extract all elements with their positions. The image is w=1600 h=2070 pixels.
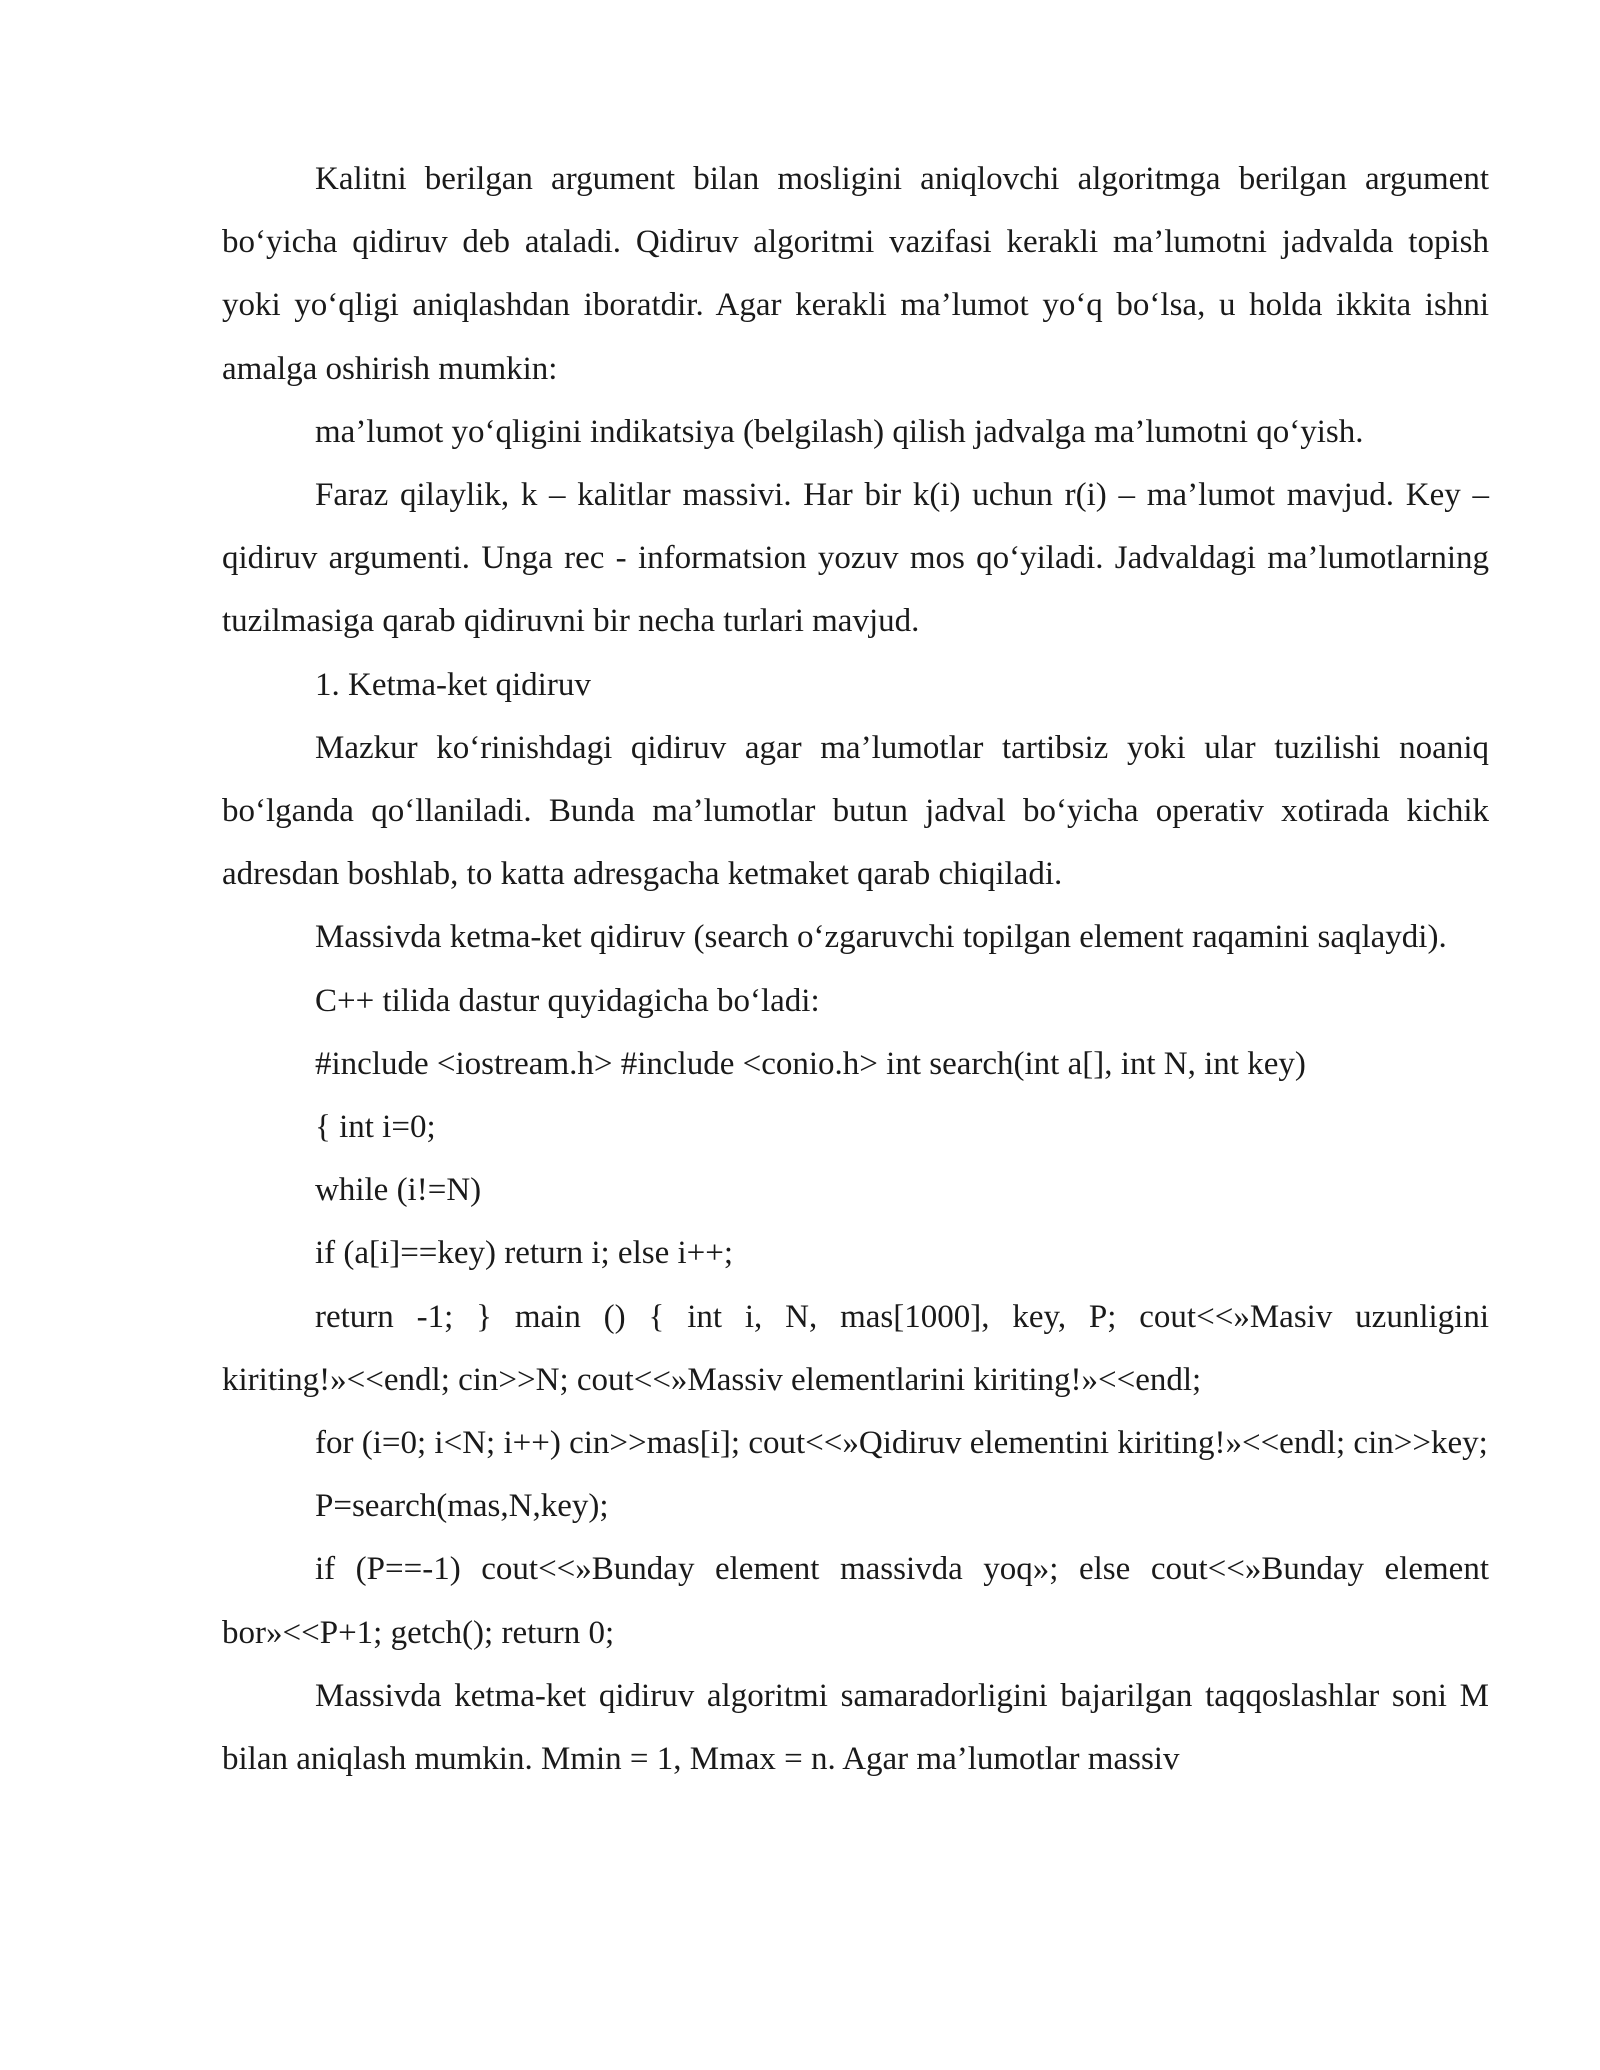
code-line-while: while (i!=N) — [315, 1172, 482, 1209]
code-line-if: if (a[i]==key) return i; else i++; — [315, 1235, 734, 1272]
code-block-result-check: if (P==-1) cout<<»Bunday element massivda yoq»; else cout<<»Bunday element bor»<<P+1; getch(); return 0; — [222, 1551, 1489, 1651]
code-line-includes: #include <iostream.h> #include <conio.h> int search(int a[], int N, int key) — [315, 1045, 1306, 1082]
paragraph-array-search: Massivda ketma-ket qidiruv (search o‘zgaruvchi topilgan element raqamini saqlaydi). — [315, 919, 1447, 956]
paragraph-indication-note: ma’lumot yo‘qligini indikatsiya (belgilash) qilish jadvalga ma’lumotni qo‘yish. — [315, 413, 1364, 450]
code-line-init: { int i=0; — [315, 1109, 436, 1146]
code-block-for-loop: for (i=0; i<N; i++) cin>>mas[i]; cout<<»Qidiruv elementini kiriting!»<<endl; cin>>key; — [315, 1425, 1488, 1462]
document-page — [222, 148, 1489, 1791]
paragraph-key-array: Faraz qilaylik, k – kalitlar massivi. Har bir k(i) uchun r(i) – ma’lumot mavjud. Key – qidiruv argumenti. Unga rec - informatsion yozuv mos qo‘yiladi. Jadvaldagi ma’lumotlarning tuzilmasiga qarab qidiruvni bir necha turlari mavjud. — [222, 477, 1489, 640]
paragraph-search-definition: Kalitni berilgan argument bilan mosligini aniqlovchi algoritmga berilgan argument bo‘yicha qidiruv deb ataladi. Qidiruv algoritmi vazifasi kerakli ma’lumotni jadvalda topish yoki yo‘qligi aniqlashdan iboratdir. Agar kerakli ma’lumot yo‘q bo‘lsa, u holda ikkita ishni amalga oshirish mumkin: — [222, 161, 1489, 387]
paragraph-sequential-description: Mazkur ko‘rinishdagi qidiruv agar ma’lumotlar tartibsiz yoki ular tuzilishi noaniq bo‘lganda qo‘llaniladi. Bunda ma’lumotlar butun jadval bo‘yicha operativ xotirada kichik adresdan boshlab, to katta adresgacha ketmaket qarab chiqiladi. — [222, 729, 1489, 893]
section-heading-sequential-search: 1. Ketma-ket qidiruv — [315, 666, 591, 703]
paragraph-efficiency: Massivda ketma-ket qidiruv algoritmi samaradorligini bajarilgan taqqoslashlar soni M bilan aniqlash mumkin. Mmin = 1, Mmax = n. Agar ma’lumotlar massiv — [222, 1677, 1489, 1778]
code-line-search-call: P=search(mas,N,key); — [315, 1488, 609, 1525]
paragraph-cpp-intro: C++ tilida dastur quyidagicha bo‘ladi: — [315, 982, 820, 1019]
code-block-main: return -1; } main () { int i, N, mas[1000], key, P; cout<<»Masiv uzunligini kiriting!»<<endl; cin>>N; cout<<»Massiv elementlarini kiriting!»<<endl; — [222, 1298, 1489, 1398]
